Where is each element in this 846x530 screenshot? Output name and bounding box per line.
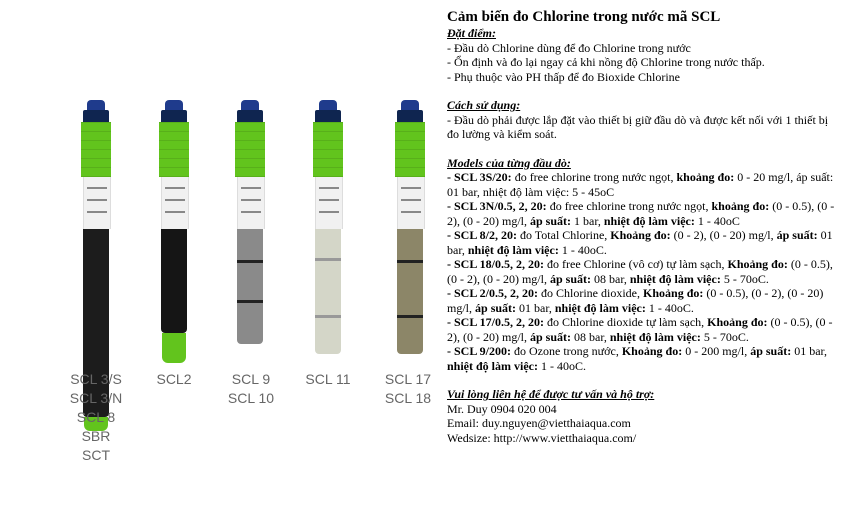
model-key-text: khoảng đo: — [711, 199, 770, 213]
model-text: 1 - 40oC. — [538, 358, 586, 373]
model-key-text: - SCL 18/0.5, 2, 20: — [447, 257, 545, 271]
model-text: 0 - 20 mg/l, áp suất: 01 bar, nhiệt độ làm việc: 5 - 45oC — [447, 170, 834, 199]
model-key-text: Khoảng đo: — [643, 286, 704, 300]
model-text: 01 bar, — [791, 344, 828, 358]
model-item — [447, 315, 842, 344]
model-key-text: - SCL 3S/20: — [447, 170, 512, 184]
model-key-text: - SCL 8/2, 20: — [447, 228, 518, 242]
model-text: 08 bar, — [591, 271, 630, 286]
model-key-text: nhiệt độ làm việc: — [609, 329, 701, 344]
model-text: đo free Chlorine (vô cơ) tự làm sạch, — [544, 257, 728, 271]
model-text: 5 - 70oC. — [700, 329, 749, 344]
contact-name: Mr. Duy 0904 020 004 — [447, 401, 557, 416]
features-heading: Đặt điểm: — [447, 26, 496, 40]
model-key-text: nhiệt độ làm việc: — [629, 271, 721, 286]
model-text: 01 bar, — [447, 228, 833, 257]
usage-heading: Cách sử dụng: — [447, 98, 521, 112]
model-key-text: khoảng đo: — [676, 170, 735, 184]
models-heading: Models của từng đầu dò: — [447, 155, 571, 170]
model-key-text: - SCL 2/0.5, 2, 20: — [447, 286, 539, 300]
model-key-text: áp suất: — [530, 329, 572, 344]
model-key-text: Khoảng đo: — [621, 344, 683, 358]
product-label: SCL 11 — [305, 371, 351, 387]
model-key-text: Khoảng đo: — [707, 315, 768, 329]
model-key-text: áp suất: — [750, 344, 792, 358]
model-item — [447, 199, 842, 228]
model-key-text: nhiệt độ làm việc: — [467, 242, 559, 257]
model-text: đo Chlorine dioxide, — [538, 286, 644, 300]
model-text: (0 - 0.5), (0 - 2), (0 - 20) mg/l, — [447, 315, 833, 344]
product-label: SCL 17 SCL 18 — [384, 371, 432, 406]
model-text: đo free chlorine trong nước ngọt, — [546, 199, 712, 213]
model-text: đo Chlorine dioxide tự làm sạch, — [544, 315, 708, 329]
page-title: Cảm biến đo Chlorine trong nước mã SCL — [447, 9, 721, 25]
models-list — [447, 170, 842, 373]
model-text: (0 - 2), (0 - 20) mg/l, — [670, 228, 777, 242]
model-text: 1 - 40oC. — [558, 242, 607, 257]
model-text: 01 bar, — [516, 300, 555, 315]
model-key-text: - SCL 9/200: — [447, 344, 512, 358]
product-label: SCL2 — [156, 371, 192, 387]
model-key-text: - SCL 3N/0.5, 2, 20: — [447, 199, 547, 213]
model-item — [447, 286, 842, 315]
model-item — [447, 257, 842, 286]
model-key-text: nhiệt độ làm việc: — [554, 300, 646, 315]
model-key-text: áp suất: — [776, 228, 818, 242]
model-text: (0 - 0.5), (0 - 2), (0 - 20) mg/l, — [447, 257, 833, 286]
contact-website[interactable]: Wedsize: http://www.vietthaiaqua.com/ — [447, 430, 637, 445]
usage-text: - Đầu dò phải được lắp đặt vào thiết bị giữ đầu dò và được kết nối với 1 thiết bị đo lường và kiểm soát. — [447, 112, 829, 141]
feature-item: - Phụ thuộc vào PH thấp để đo Bioxide Chlorine — [447, 69, 680, 84]
contact-email[interactable]: Email: duy.nguyen@vietthaiaqua.com — [447, 416, 631, 430]
model-text: 5 - 70oC. — [720, 271, 769, 286]
feature-item: - Ổn định và đo lại ngay cả khi nồng độ Chlorine trong nước thấp. — [447, 55, 765, 69]
model-key-text: Khoảng đo: — [727, 257, 788, 271]
model-text: 1 - 40oC — [694, 213, 740, 228]
model-text: 0 - 200 mg/l, — [682, 344, 751, 358]
model-text: (0 - 0.5), (0 - 2), (0 - 20) mg/l, — [447, 199, 835, 228]
model-text: đo Ozone trong nước, — [511, 344, 622, 358]
contact-heading: Vui lòng liên hệ để được tư vấn và hộ trợ: — [447, 387, 655, 401]
model-text: 1 bar, — [571, 213, 604, 228]
model-text: 1 - 40oC. — [645, 300, 694, 315]
model-key-text: áp suất: — [530, 213, 572, 228]
model-text: đo free chlorine trong nước ngọt, — [511, 170, 677, 184]
model-item — [447, 228, 842, 257]
model-text: đo Total Chlorine, — [517, 228, 611, 242]
product-description — [447, 8, 842, 445]
model-text: (0 - 0.5), (0 - 2), (0 - 20) mg/l, — [447, 286, 824, 315]
product-label: SCL 3/S SCL 3/N SCL 8 SBR SCT — [69, 371, 123, 463]
model-item — [447, 344, 842, 373]
model-text: 08 bar, — [571, 329, 610, 344]
model-key-text: áp suất: — [549, 271, 591, 286]
feature-item: - Đầu dò Chlorine dùng để đo Chlorine trong nước — [447, 40, 691, 55]
model-key-text: Khoảng đo: — [610, 228, 671, 242]
product-label: SCL 9 SCL 10 — [227, 371, 275, 406]
model-key-text: nhiệt độ làm việc: — [603, 213, 695, 228]
model-key-text: - SCL 17/0.5, 2, 20: — [447, 315, 545, 329]
model-item — [447, 170, 842, 199]
model-key-text: nhiệt độ làm việc: — [447, 358, 538, 373]
model-key-text: áp suất: — [475, 300, 517, 315]
